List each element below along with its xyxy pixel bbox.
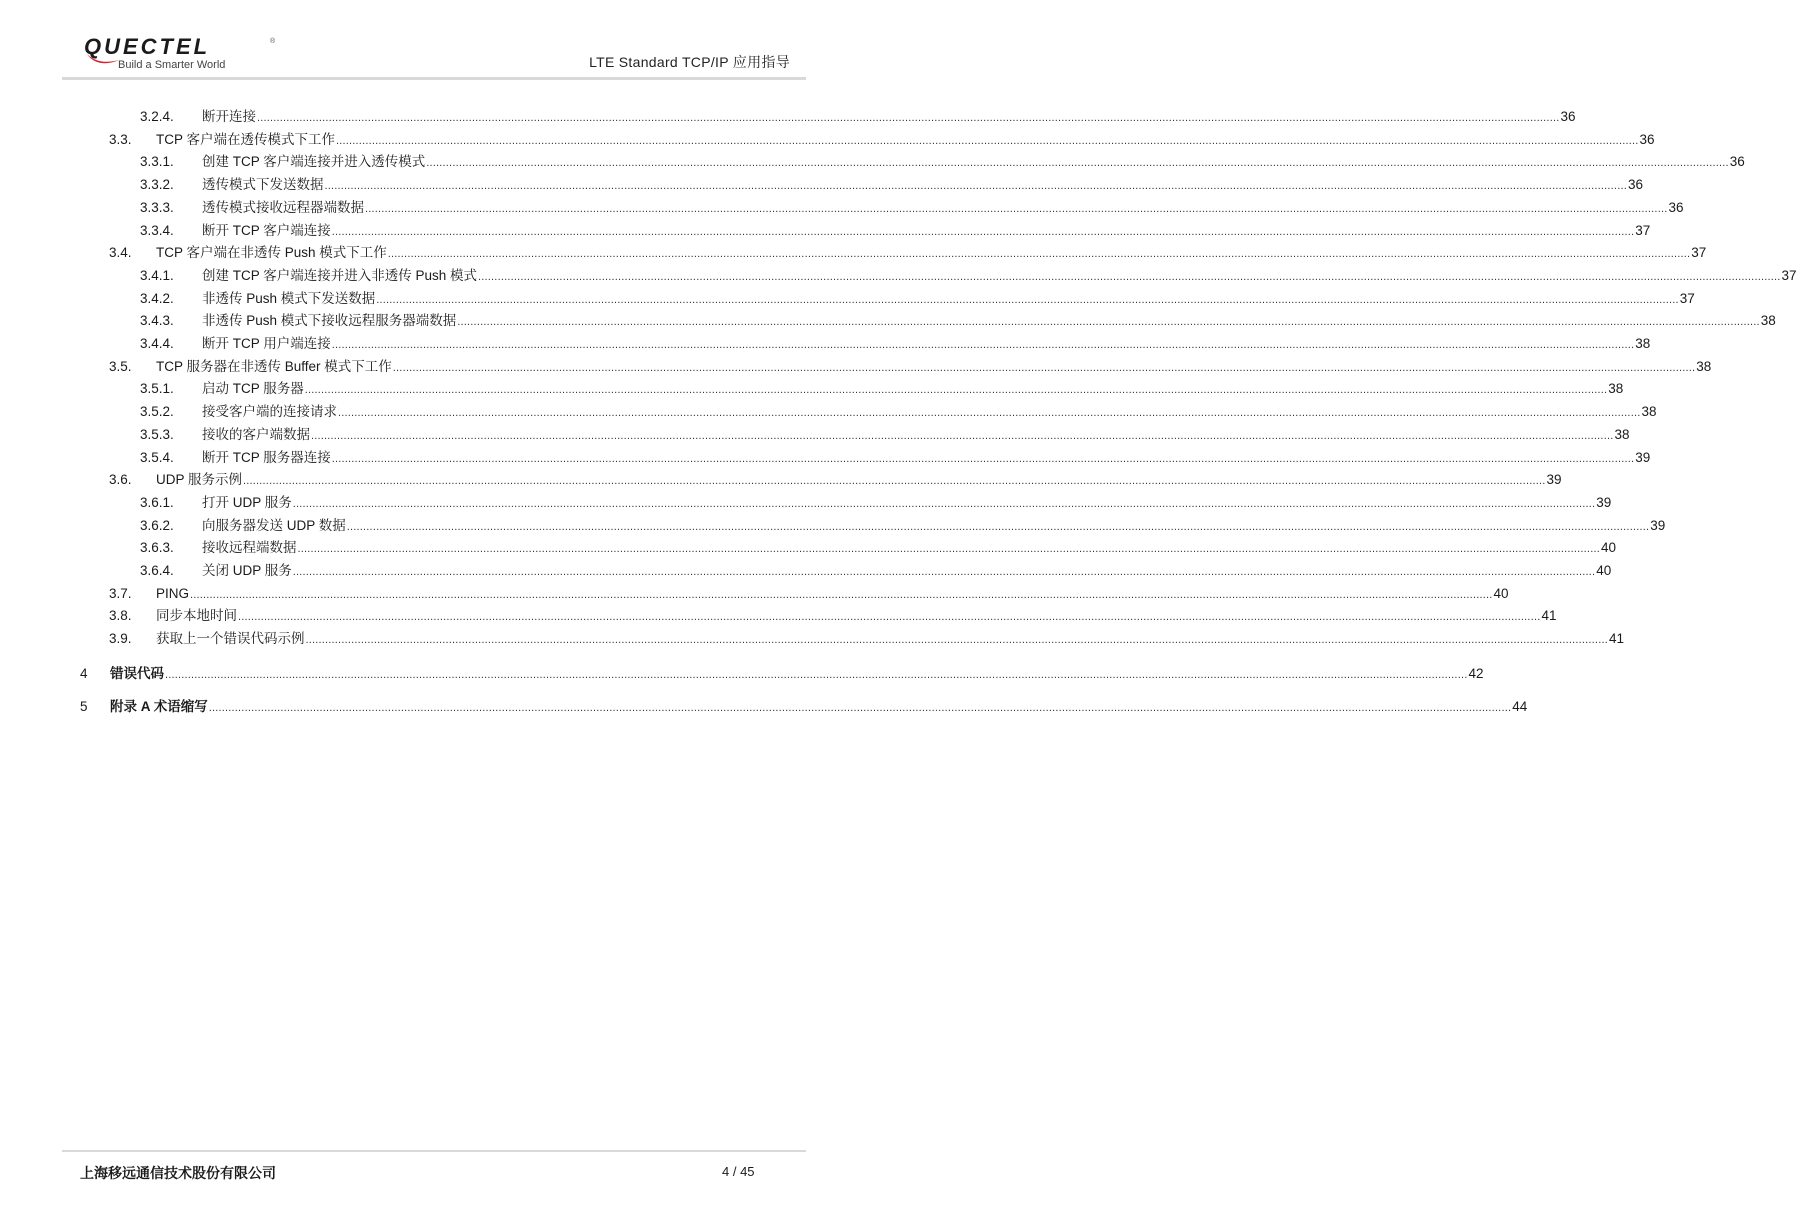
toc-entry-page-number[interactable]: 36 — [1668, 199, 1684, 215]
toc-entry-title[interactable]: 同步本地时间 — [156, 608, 237, 624]
toc-entry-title[interactable]: 断开 TCP 客户端连接 — [202, 222, 331, 238]
toc-entry[interactable] — [109, 243, 1707, 263]
toc-dot-leader: ................................................................................................................................................................................................................................................................................................................................................................................................................ — [190, 588, 1493, 601]
toc-entry[interactable] — [140, 334, 1651, 354]
toc-dot-leader: ................................................................................................................................................................................................................................................................................................................................................................................................................ — [338, 407, 1641, 420]
toc-dot-leader: ................................................................................................................................................................................................................................................................................................................................................................................................................ — [392, 361, 1696, 374]
logo-wordmark: QUECTEL — [84, 34, 211, 59]
toc-dot-leader: ................................................................................................................................................................................................................................................................................................................................................................................................................ — [457, 316, 1760, 329]
toc-dot-leader: ................................................................................................................................................................................................................................................................................................................................................................................................................ — [165, 669, 1468, 681]
toc-dot-leader: ................................................................................................................................................................................................................................................................................................................................................................................................................ — [387, 248, 1691, 261]
toc-entry-number: 3.5.1. — [140, 381, 174, 397]
toc-entry-number: 3.3.2. — [140, 177, 174, 193]
toc-entry-page-number[interactable]: 40 — [1493, 585, 1509, 601]
toc-entry-page-number[interactable]: 38 — [1641, 404, 1657, 420]
toc-entry[interactable] — [109, 584, 1509, 604]
toc-entry[interactable] — [140, 493, 1612, 513]
toc-dot-leader: ................................................................................................................................................................................................................................................................................................................................................................................................................ — [238, 611, 1541, 624]
toc-entry[interactable] — [140, 561, 1612, 581]
toc-dot-leader: ................................................................................................................................................................................................................................................................................................................................................................................................................ — [365, 202, 1668, 215]
toc-entry-page-number[interactable]: 38 — [1696, 358, 1712, 374]
toc-entry-page-number[interactable]: 38 — [1760, 313, 1776, 329]
toc-dot-leader: ................................................................................................................................................................................................................................................................................................................................................................................................................ — [376, 293, 1679, 306]
toc-entry-number: 3.3.3. — [140, 199, 174, 215]
toc-entry[interactable] — [109, 606, 1557, 626]
toc-entry[interactable] — [140, 311, 1776, 331]
toc-entry-number: 3.3.1. — [140, 154, 174, 170]
toc-entry[interactable] — [140, 152, 1745, 172]
toc-entry-number: 3.9. — [109, 631, 132, 647]
registered-mark-icon: ® — [270, 38, 276, 45]
footer-divider — [62, 1150, 806, 1152]
toc-entry-page-number[interactable]: 38 — [1635, 336, 1651, 351]
toc-entry[interactable] — [140, 198, 1684, 218]
toc-entry-page-number[interactable]: 38 — [1614, 426, 1630, 442]
toc-dot-leader: ................................................................................................................................................................................................................................................................................................................................................................................................................ — [331, 452, 1635, 465]
toc-dot-leader: ................................................................................................................................................................................................................................................................................................................................................................................................................ — [311, 429, 1614, 442]
document-title: LTE Standard TCP/IP 应用指导 — [589, 54, 790, 70]
footer-company-name: 上海移远通信技术股份有限公司 — [80, 1165, 276, 1181]
header-divider — [62, 77, 806, 80]
toc-entry[interactable] — [80, 697, 1528, 717]
toc-entry-title[interactable]: TCP 客户端在非透传 Push 模式下工作 — [156, 245, 387, 261]
toc-entry-number: 3.6.4. — [140, 563, 174, 578]
toc-dot-leader: ................................................................................................................................................................................................................................................................................................................................................................................................................ — [346, 520, 1650, 533]
toc-dot-leader: ................................................................................................................................................................................................................................................................................................................................................................................................................ — [324, 180, 1627, 193]
toc-entry-title[interactable]: 打开 UDP 服务 — [202, 494, 292, 510]
toc-entry[interactable] — [140, 266, 1797, 286]
toc-dot-leader: ................................................................................................................................................................................................................................................................................................................................................................................................................ — [478, 270, 1781, 283]
toc-entry-number: 3.5.2. — [140, 404, 174, 420]
toc-entry-number: 4 — [80, 666, 88, 681]
toc-dot-leader: ................................................................................................................................................................................................................................................................................................................................................................................................................ — [331, 339, 1635, 351]
toc-entry-page-number[interactable]: 42 — [1468, 666, 1484, 681]
toc-dot-leader: ................................................................................................................................................................................................................................................................................................................................................................................................................ — [208, 702, 1512, 714]
toc-entry-page-number[interactable]: 39 — [1635, 449, 1651, 465]
toc-entry-title[interactable]: 断开 TCP 用户端连接 — [202, 336, 331, 351]
toc-entry-page-number[interactable]: 38 — [1608, 381, 1624, 397]
toc-entry-number: 3.6.1. — [140, 494, 174, 510]
toc-entry-page-number[interactable]: 36 — [1627, 177, 1643, 193]
toc-entry-title[interactable]: 错误代码 — [110, 666, 164, 681]
toc-entry-title[interactable]: 创建 TCP 客户端连接并进入非透传 Push 模式 — [202, 267, 478, 283]
toc-entry[interactable] — [109, 130, 1655, 150]
toc-entry-page-number[interactable]: 39 — [1650, 517, 1666, 533]
toc-entry[interactable] — [140, 107, 1576, 127]
toc-entry-number: 3.6.2. — [140, 517, 174, 533]
toc-entry[interactable] — [109, 357, 1712, 377]
toc-entry[interactable] — [80, 664, 1484, 684]
toc-entry-page-number[interactable]: 40 — [1600, 540, 1616, 556]
toc-dot-leader: ................................................................................................................................................................................................................................................................................................................................................................................................................ — [304, 384, 1608, 397]
toc-entry-title[interactable]: TCP 服务器在非透传 Buffer 模式下工作 — [156, 358, 392, 374]
toc-entry[interactable] — [109, 629, 1624, 649]
toc-entry-page-number[interactable]: 37 — [1691, 245, 1707, 261]
toc-entry-number: 3.4.1. — [140, 267, 174, 283]
toc-entry-page-number[interactable]: 37 — [1679, 290, 1695, 306]
toc-entry-number: 3.7. — [109, 585, 132, 601]
toc-entry-page-number[interactable]: 37 — [1635, 222, 1651, 238]
toc-entry-number: 3.2.4. — [140, 109, 174, 124]
toc-entry-title[interactable]: 获取上一个错误代码示例 — [156, 631, 305, 647]
toc-entry-page-number[interactable]: 41 — [1541, 608, 1557, 624]
toc-entry-title[interactable]: 向服务器发送 UDP 数据 — [202, 517, 346, 533]
toc-entry-number: 3.6. — [109, 472, 132, 488]
toc-dot-leader: ................................................................................................................................................................................................................................................................................................................................................................................................................ — [257, 112, 1560, 124]
toc-entry-page-number[interactable]: 40 — [1596, 563, 1612, 578]
footer-page-indicator: 4 / 45 — [722, 1164, 755, 1179]
toc-entry-number: 3.4.4. — [140, 336, 174, 351]
toc-entry-page-number[interactable]: 44 — [1512, 699, 1528, 714]
toc-entry-number: 3.4.2. — [140, 290, 174, 306]
toc-entry-page-number[interactable]: 41 — [1608, 631, 1624, 647]
toc-dot-leader: ................................................................................................................................................................................................................................................................................................................................................................................................................ — [331, 225, 1635, 238]
toc-entry-number: 3.4. — [109, 245, 132, 261]
toc-entry-title[interactable]: 接受客户端的连接请求 — [202, 404, 337, 420]
toc-dot-leader: ................................................................................................................................................................................................................................................................................................................................................................................................................ — [292, 566, 1596, 578]
toc-entry-title[interactable]: UDP 服务示例 — [156, 472, 243, 488]
toc-entry[interactable] — [140, 448, 1651, 468]
toc-entry-title[interactable]: 启动 TCP 服务器 — [202, 381, 304, 397]
toc-dot-leader: ................................................................................................................................................................................................................................................................................................................................................................................................................ — [305, 634, 1608, 647]
toc-entry-title[interactable]: TCP 客户端在透传模式下工作 — [156, 131, 336, 147]
toc-dot-leader: ................................................................................................................................................................................................................................................................................................................................................................................................................ — [292, 497, 1596, 510]
toc-entry-title[interactable]: 透传模式下发送数据 — [202, 177, 324, 193]
quectel-logo — [84, 34, 276, 71]
toc-entry[interactable] — [140, 402, 1657, 422]
toc-entry-number: 5 — [80, 699, 88, 714]
toc-entry-number: 3.8. — [109, 608, 132, 624]
toc-entry-title[interactable]: 透传模式接收远程器端数据 — [202, 199, 364, 215]
toc-entry-title[interactable]: 断开 TCP 服务器连接 — [202, 449, 331, 465]
toc-entry-page-number[interactable]: 39 — [1596, 494, 1612, 510]
toc-entry-title[interactable]: 附录 A 术语缩写 — [110, 699, 208, 714]
toc-entry-number: 3.5.4. — [140, 449, 174, 465]
toc-entry[interactable] — [140, 175, 1643, 195]
toc-entry-number: 3.3. — [109, 131, 132, 147]
toc-entry-title[interactable]: 接收远程端数据 — [202, 540, 297, 556]
toc-entry-number: 3.5. — [109, 358, 132, 374]
logo-swoosh-icon — [86, 51, 120, 65]
toc-entry-title[interactable]: 非透传 Push 模式下发送数据 — [202, 290, 376, 306]
toc-entry-title[interactable]: 断开连接 — [202, 109, 256, 124]
toc-entry[interactable] — [109, 470, 1562, 490]
toc-entry-page-number[interactable]: 37 — [1781, 267, 1797, 283]
page-header — [62, 30, 806, 78]
toc-entry-title[interactable]: 创建 TCP 客户端连接并进入透传模式 — [202, 154, 426, 170]
toc-entry[interactable] — [140, 538, 1616, 558]
toc-entry-title[interactable]: 非透传 Push 模式下接收远程服务器端数据 — [202, 313, 457, 329]
toc-entry[interactable] — [140, 425, 1630, 445]
toc-dot-leader: ................................................................................................................................................................................................................................................................................................................................................................................................................ — [243, 475, 1546, 488]
logo-tagline: Build a Smarter World — [118, 59, 226, 71]
toc-entry[interactable] — [140, 379, 1624, 399]
toc-entry-title[interactable]: 关闭 UDP 服务 — [202, 563, 292, 578]
toc-entry-number: 3.5.3. — [140, 426, 174, 442]
toc-entry-page-number[interactable]: 36 — [1729, 154, 1745, 170]
toc-entry-number: 3.3.4. — [140, 222, 174, 238]
toc-dot-leader: ................................................................................................................................................................................................................................................................................................................................................................................................................ — [426, 157, 1729, 170]
toc-entry-number: 3.4.3. — [140, 313, 174, 329]
toc-entry-page-number[interactable]: 39 — [1546, 472, 1562, 488]
toc-entry[interactable] — [140, 221, 1651, 241]
toc-entry-title[interactable]: 接收的客户端数据 — [202, 426, 310, 442]
toc-dot-leader: ................................................................................................................................................................................................................................................................................................................................................................................................................ — [297, 543, 1600, 556]
toc-entry-number: 3.6.3. — [140, 540, 174, 556]
toc-entry-page-number[interactable]: 36 — [1639, 131, 1655, 147]
toc-entry-page-number[interactable]: 36 — [1560, 109, 1576, 124]
toc-entry-title[interactable]: PING — [156, 585, 190, 601]
toc-dot-leader: ................................................................................................................................................................................................................................................................................................................................................................................................................ — [336, 134, 1639, 147]
toc-entry[interactable] — [140, 516, 1666, 536]
toc-entry[interactable] — [140, 289, 1695, 309]
